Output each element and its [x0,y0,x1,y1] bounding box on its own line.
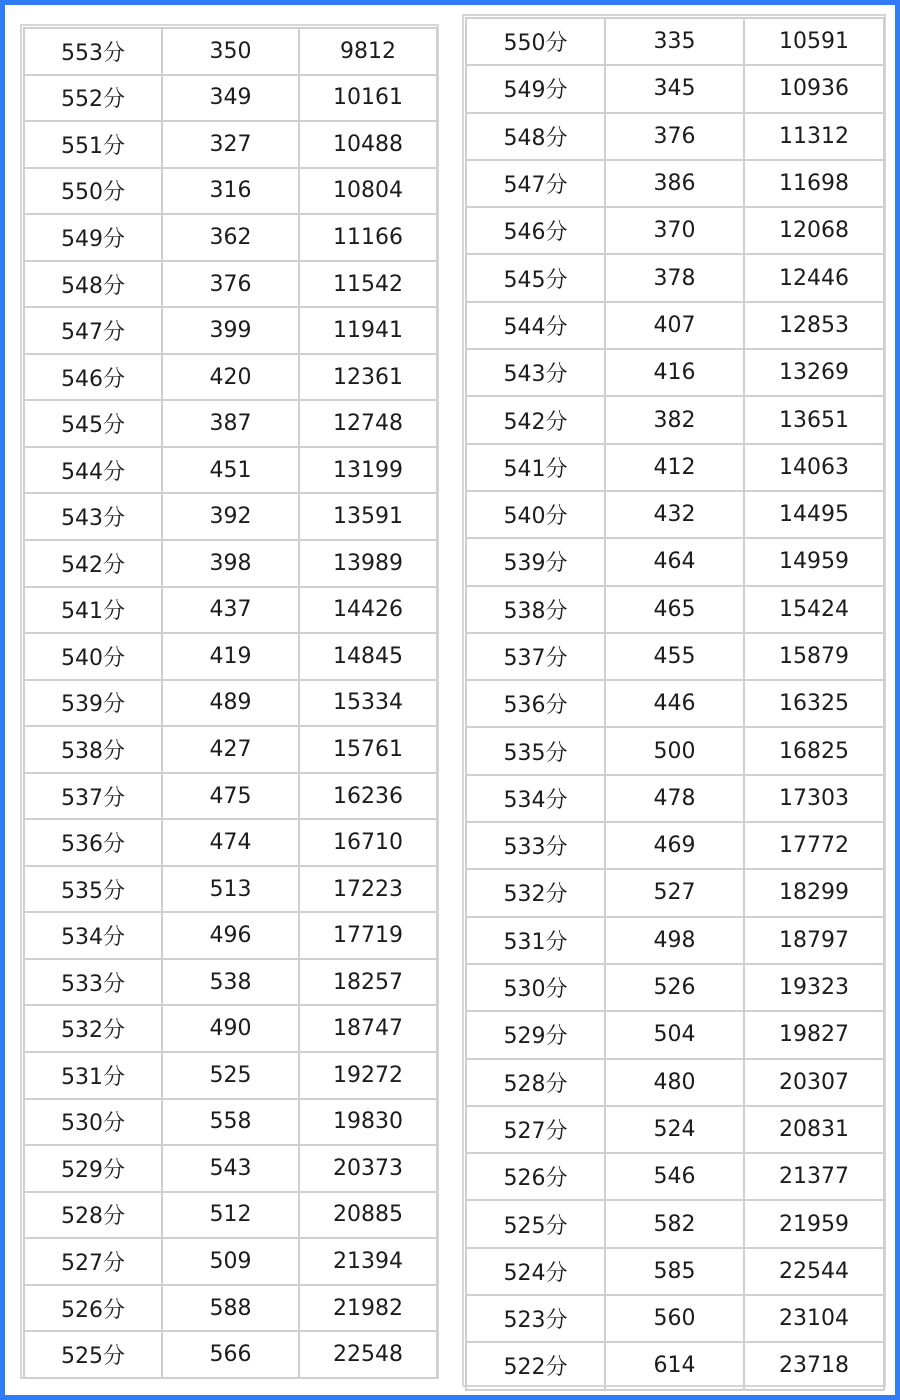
cumulative-cell: 19827 [744,1011,884,1058]
cumulative-cell: 15334 [299,680,437,727]
table-row [24,680,437,727]
cumulative-cell: 21959 [744,1200,884,1247]
score-cell: 543分 [466,349,605,396]
table-row [24,307,437,354]
cumulative-cell: 17719 [299,912,437,959]
cumulative-cell: 14495 [744,491,884,538]
table-row [466,1342,884,1389]
right-table-body [466,18,884,1390]
table-row [466,822,884,869]
cumulative-cell: 10488 [299,121,437,168]
table-row [24,1285,437,1332]
count-cell: 432 [605,491,744,538]
cumulative-cell: 10936 [744,65,884,112]
table-row [466,1248,884,1295]
count-cell: 345 [605,65,744,112]
table-row [466,1153,884,1200]
cumulative-cell: 12068 [744,207,884,254]
cumulative-cell: 17223 [299,866,437,913]
score-cell: 537分 [466,633,605,680]
count-cell: 362 [162,214,299,261]
cumulative-cell: 23104 [744,1295,884,1342]
table-row [466,160,884,207]
score-cell: 546分 [24,354,162,401]
count-cell: 427 [162,726,299,773]
table-row [466,1295,884,1342]
score-cell: 548分 [24,261,162,308]
score-cell: 528分 [24,1192,162,1239]
score-cell: 528分 [466,1059,605,1106]
cumulative-cell: 11941 [299,307,437,354]
cumulative-cell: 13269 [744,349,884,396]
count-cell: 490 [162,1005,299,1052]
score-cell: 542分 [466,396,605,443]
score-cell: 544分 [466,302,605,349]
count-cell: 376 [162,261,299,308]
count-cell: 446 [605,680,744,727]
cumulative-cell: 22548 [299,1331,437,1378]
cumulative-cell: 10161 [299,75,437,122]
cumulative-cell: 15761 [299,726,437,773]
cumulative-cell: 16710 [299,819,437,866]
cumulative-cell: 22544 [744,1248,884,1295]
cumulative-cell: 12361 [299,354,437,401]
score-cell: 547分 [24,307,162,354]
cumulative-cell: 15424 [744,586,884,633]
cumulative-cell: 11312 [744,113,884,160]
score-cell: 553分 [24,28,162,75]
count-cell: 370 [605,207,744,254]
count-cell: 614 [605,1342,744,1389]
cumulative-cell: 14426 [299,587,437,634]
cumulative-cell: 12853 [744,302,884,349]
count-cell: 475 [162,773,299,820]
score-cell: 550分 [466,18,605,65]
score-cell: 545分 [466,254,605,301]
count-cell: 478 [605,775,744,822]
score-cell: 526分 [466,1153,605,1200]
table-row [24,1099,437,1146]
count-cell: 543 [162,1145,299,1192]
count-cell: 566 [162,1331,299,1378]
count-cell: 335 [605,18,744,65]
count-cell: 474 [162,819,299,866]
score-cell: 537分 [24,773,162,820]
cumulative-cell: 12748 [299,400,437,447]
score-cell: 549分 [24,214,162,261]
count-cell: 465 [605,586,744,633]
cumulative-cell: 20373 [299,1145,437,1192]
score-cell: 529分 [24,1145,162,1192]
score-cell: 533分 [466,822,605,869]
cumulative-cell: 13989 [299,540,437,587]
table-row [466,491,884,538]
score-cell: 551分 [24,121,162,168]
count-cell: 455 [605,633,744,680]
cumulative-cell: 18747 [299,1005,437,1052]
table-row [24,168,437,215]
score-cell: 546分 [466,207,605,254]
score-cell: 535分 [24,866,162,913]
table-row [466,1059,884,1106]
score-cell: 536分 [466,680,605,727]
score-cell: 545分 [24,400,162,447]
count-cell: 513 [162,866,299,913]
count-cell: 504 [605,1011,744,1058]
score-cell: 540分 [466,491,605,538]
count-cell: 469 [605,822,744,869]
cumulative-cell: 11166 [299,214,437,261]
table-row [466,869,884,916]
table-row [466,302,884,349]
table-row [466,1200,884,1247]
count-cell: 509 [162,1238,299,1285]
table-row [24,959,437,1006]
table-row [466,349,884,396]
count-cell: 437 [162,587,299,634]
count-cell: 451 [162,447,299,494]
count-cell: 582 [605,1200,744,1247]
count-cell: 558 [162,1099,299,1146]
score-cell: 534分 [24,912,162,959]
count-cell: 392 [162,493,299,540]
table-row [24,866,437,913]
count-cell: 527 [605,869,744,916]
table-row [466,586,884,633]
cumulative-cell: 23718 [744,1342,884,1389]
left-table-body [24,28,437,1378]
count-cell: 588 [162,1285,299,1332]
count-cell: 585 [605,1248,744,1295]
cumulative-cell: 20885 [299,1192,437,1239]
score-cell: 535分 [466,727,605,774]
cumulative-cell: 18257 [299,959,437,1006]
table-row [466,727,884,774]
score-cell: 527分 [466,1106,605,1153]
count-cell: 500 [605,727,744,774]
count-cell: 316 [162,168,299,215]
table-row [24,587,437,634]
count-cell: 489 [162,680,299,727]
score-cell: 544分 [24,447,162,494]
count-cell: 480 [605,1059,744,1106]
right-score-table [465,17,885,1391]
score-cell: 532分 [24,1005,162,1052]
table-row [24,633,437,680]
table-row [24,773,437,820]
score-cell: 541分 [24,587,162,634]
cumulative-cell: 13651 [744,396,884,443]
table-row [466,538,884,585]
score-cell: 552分 [24,75,162,122]
table-row [466,65,884,112]
table-row [24,1331,437,1378]
table-row [24,1192,437,1239]
cumulative-cell: 14959 [744,538,884,585]
cumulative-cell: 19830 [299,1099,437,1146]
score-cell: 548分 [466,113,605,160]
table-row [24,214,437,261]
count-cell: 524 [605,1106,744,1153]
count-cell: 420 [162,354,299,401]
table-row [24,1145,437,1192]
cumulative-cell: 19272 [299,1052,437,1099]
table-row [24,726,437,773]
score-cell: 525分 [466,1200,605,1247]
cumulative-cell: 11542 [299,261,437,308]
table-row [24,447,437,494]
count-cell: 546 [605,1153,744,1200]
score-cell: 533分 [24,959,162,1006]
score-cell: 547分 [466,160,605,207]
count-cell: 349 [162,75,299,122]
table-row [466,18,884,65]
score-cell: 532分 [466,869,605,916]
score-cell: 540分 [24,633,162,680]
cumulative-cell: 16325 [744,680,884,727]
count-cell: 412 [605,444,744,491]
score-cell: 538分 [24,726,162,773]
score-cell: 530分 [24,1099,162,1146]
cumulative-cell: 16236 [299,773,437,820]
table-row [24,400,437,447]
count-cell: 560 [605,1295,744,1342]
cumulative-cell: 13591 [299,493,437,540]
table-row [466,633,884,680]
table-row [24,1005,437,1052]
score-cell: 534分 [466,775,605,822]
score-cell: 549分 [466,65,605,112]
score-cell: 523分 [466,1295,605,1342]
count-cell: 498 [605,917,744,964]
cumulative-cell: 18797 [744,917,884,964]
count-cell: 525 [162,1052,299,1099]
score-cell: 529分 [466,1011,605,1058]
table-row [466,964,884,1011]
score-cell: 526分 [24,1285,162,1332]
table-row [466,444,884,491]
cumulative-cell: 14063 [744,444,884,491]
score-cell: 524分 [466,1248,605,1295]
table-row [466,1011,884,1058]
cumulative-cell: 20831 [744,1106,884,1153]
cumulative-cell: 14845 [299,633,437,680]
count-cell: 496 [162,912,299,959]
left-score-table [23,27,438,1379]
table-row [24,1052,437,1099]
cumulative-cell: 21377 [744,1153,884,1200]
table-row [24,354,437,401]
score-cell: 550分 [24,168,162,215]
table-row [24,819,437,866]
table-row [24,28,437,75]
table-row [24,1238,437,1285]
table-row [466,113,884,160]
cumulative-cell: 17772 [744,822,884,869]
cumulative-cell: 21394 [299,1238,437,1285]
count-cell: 378 [605,254,744,301]
score-cell: 543分 [24,493,162,540]
cumulative-cell: 18299 [744,869,884,916]
cumulative-cell: 16825 [744,727,884,774]
cumulative-cell: 13199 [299,447,437,494]
score-cell: 539分 [24,680,162,727]
cumulative-cell: 11698 [744,160,884,207]
count-cell: 398 [162,540,299,587]
score-cell: 541分 [466,444,605,491]
cumulative-cell: 21982 [299,1285,437,1332]
count-cell: 327 [162,121,299,168]
table-row [466,775,884,822]
score-cell: 531分 [24,1052,162,1099]
score-cell: 522分 [466,1342,605,1389]
table-row [24,75,437,122]
cumulative-cell: 17303 [744,775,884,822]
cumulative-cell: 20307 [744,1059,884,1106]
table-row [466,680,884,727]
count-cell: 407 [605,302,744,349]
score-cell: 539分 [466,538,605,585]
score-cell: 531分 [466,917,605,964]
cumulative-cell: 9812 [299,28,437,75]
cumulative-cell: 12446 [744,254,884,301]
count-cell: 526 [605,964,744,1011]
score-cell: 536分 [24,819,162,866]
table-row [466,917,884,964]
count-cell: 387 [162,400,299,447]
count-cell: 382 [605,396,744,443]
table-row [466,1106,884,1153]
score-cell: 525分 [24,1331,162,1378]
count-cell: 464 [605,538,744,585]
table-row [24,121,437,168]
score-cell: 527分 [24,1238,162,1285]
count-cell: 350 [162,28,299,75]
count-cell: 512 [162,1192,299,1239]
cumulative-cell: 19323 [744,964,884,1011]
table-row [466,207,884,254]
cumulative-cell: 10591 [744,18,884,65]
count-cell: 419 [162,633,299,680]
count-cell: 386 [605,160,744,207]
cumulative-cell: 15879 [744,633,884,680]
count-cell: 416 [605,349,744,396]
score-cell: 530分 [466,964,605,1011]
cumulative-cell: 10804 [299,168,437,215]
count-cell: 376 [605,113,744,160]
table-row [24,540,437,587]
score-cell: 538分 [466,586,605,633]
table-row [24,912,437,959]
count-cell: 399 [162,307,299,354]
table-row [24,493,437,540]
score-cell: 542分 [24,540,162,587]
table-row [466,254,884,301]
table-row [466,396,884,443]
count-cell: 538 [162,959,299,1006]
table-row [24,261,437,308]
